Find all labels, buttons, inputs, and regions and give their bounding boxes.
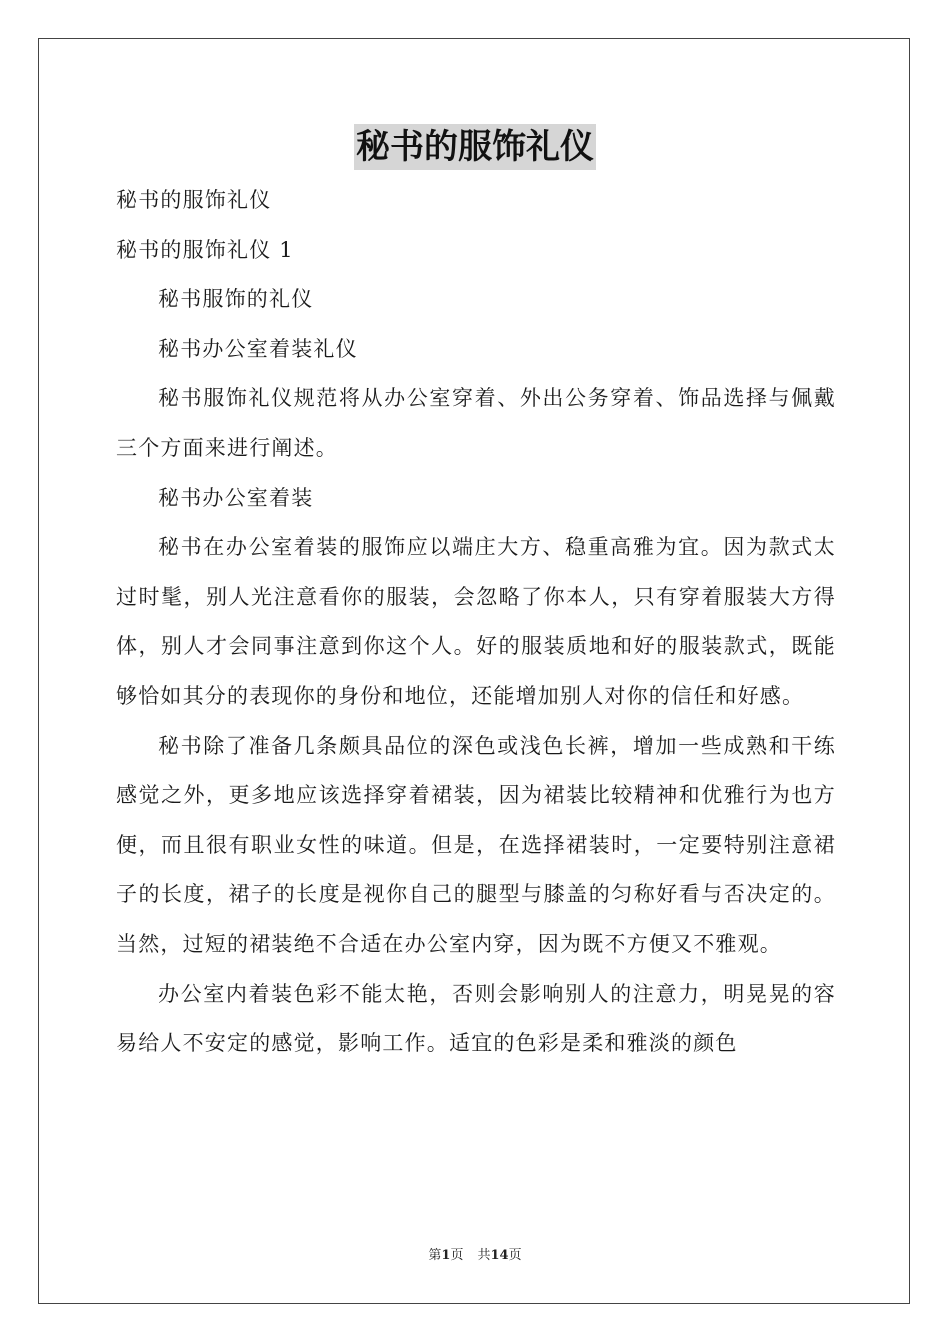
paragraph: 秘书的服饰礼仪 1: [116, 237, 294, 262]
paragraph: 秘书服饰的礼仪: [158, 287, 314, 312]
paragraph: 办公室内着装色彩不能太艳，否则会影响别人的注意力，明晃晃的容易给人不安定的感觉，影响工作。适宜的色彩是柔和雅淡的颜色: [116, 981, 836, 1056]
page-number: 第1页: [428, 1248, 464, 1263]
document-body: [116, 176, 836, 1069]
page-footer: [0, 1247, 950, 1265]
paragraph: 秘书服饰礼仪规范将从办公室穿着、外出公务穿着、饰品选择与佩戴三个方面来进行阐述。: [116, 386, 836, 460]
paragraph: 秘书除了准备几条颇具品位的深色或浅色长裤，增加一些成熟和干练感觉之外，更多地应该选择穿着裙装，因为裙装比较精神和优雅行为也方便，而且很有职业女性的味道。但是，在选择裙装时，一定要特别注意裙子的长度，裙子的长度是视你自己的腿型与膝盖的匀称好看与否决定的。当然，过短的裙装绝不合适在办公室内穿，因为既不方便又不雅观。: [116, 733, 836, 956]
paragraph: 秘书办公室着装: [158, 485, 314, 510]
paragraph: 秘书在办公室着装的服饰应以端庄大方、稳重高雅为宜。因为款式太过时髦，别人光注意看你的服装，会忽略了你本人，只有穿着服装大方得体，别人才会同事注意到你这个人。好的服装质地和好的服装款式，既能够恰如其分的表现你的身份和地位，还能增加别人对你的信任和好感。: [116, 535, 836, 708]
page-total: 共14页: [477, 1248, 522, 1263]
paragraph: 秘书的服饰礼仪: [116, 188, 272, 212]
title-container: [0, 124, 950, 170]
document-title: 秘书的服饰礼仪: [354, 124, 596, 170]
paragraph: 秘书办公室着装礼仪: [158, 336, 358, 361]
